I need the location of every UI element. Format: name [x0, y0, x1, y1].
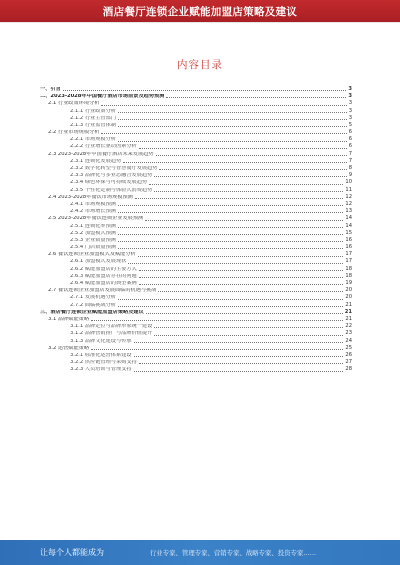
toc-title: 内容目录 — [177, 59, 223, 71]
toc-entry-text: 2.7 餐饮连锁企业加盟店发展面临的机遇与挑战 — [48, 288, 157, 294]
toc-entry[interactable] — [40, 229, 352, 236]
toc-entry-page: 17 — [345, 251, 352, 258]
toc-entry[interactable] — [40, 315, 352, 322]
toc-entry-page: 9 — [348, 172, 352, 179]
toc-entry-text: 2.5.4 门店数量预测 — [70, 245, 116, 251]
toc-entry[interactable] — [40, 279, 352, 286]
toc-entry[interactable] — [40, 207, 352, 214]
toc-entry-page: 3 — [348, 93, 352, 100]
toc-entry-text: 2.4 2023-2028年餐饮市场规模预测 — [48, 194, 133, 200]
toc-entry-page: 17 — [345, 258, 352, 265]
toc-entry[interactable] — [40, 358, 352, 365]
header-divider — [0, 22, 400, 23]
toc-entry-page: 21 — [345, 301, 352, 308]
toc-leader-dots — [118, 234, 343, 235]
toc-entry-text: 2.1.3 行业监管体制 — [70, 122, 116, 128]
toc-entry[interactable] — [40, 272, 352, 279]
toc-entry[interactable] — [40, 293, 352, 300]
toc-entry-text: 2.7.1 发展机遇分析 — [70, 295, 116, 301]
toc-entry-text: 2.3.4 绿色环保与可持续发展趋势 — [70, 180, 148, 186]
toc-entry-page: 3 — [348, 85, 352, 92]
toc-entry[interactable] — [40, 286, 352, 293]
toc-entry-page: 16 — [345, 244, 352, 251]
toc-leader-dots — [154, 327, 343, 328]
toc-leader-dots — [118, 248, 343, 249]
toc-entry[interactable] — [40, 92, 352, 99]
toc-entry-text: 2.5.1 连锁化率预测 — [70, 223, 116, 229]
toc-leader-dots — [154, 176, 346, 177]
toc-leader-dots — [166, 97, 346, 98]
toc-entry-page: 16 — [345, 236, 352, 243]
toc-entry[interactable] — [40, 114, 352, 121]
toc-entry-page: 3 — [348, 107, 352, 114]
toc-entry[interactable] — [40, 329, 352, 336]
toc-entry-page: 23 — [345, 330, 352, 337]
toc-entry[interactable] — [40, 265, 352, 272]
toc-entry[interactable] — [40, 222, 352, 229]
toc-entry-page: 28 — [345, 366, 352, 373]
toc-leader-dots — [139, 148, 347, 149]
toc-entry-page: 3 — [348, 114, 352, 121]
toc-entry-text: 2.4.1 市场规模预测 — [70, 201, 116, 207]
toc-leader-dots — [101, 105, 346, 106]
toc-entry-text: 一、引言 — [40, 86, 61, 92]
toc-entry[interactable] — [40, 301, 352, 308]
toc-leader-dots — [145, 220, 343, 221]
toc-entry-text: 2.2 行业市场规模分析 — [48, 130, 100, 136]
toc-entry-page: 7 — [348, 157, 352, 164]
toc-entry-page: 14 — [345, 215, 352, 222]
toc-entry-text: 2.3.2 数字化转型与智慧餐厅发展趋势 — [70, 166, 158, 172]
footer-roles: 行业专家、管理专家、营销专家、战略专家、投资专家…… — [150, 549, 317, 557]
toc-entry-text: 2.6.2 赋能加盟店的主要方式 — [70, 266, 137, 272]
toc-leader-dots — [123, 162, 347, 163]
toc-leader-dots — [154, 335, 343, 336]
toc-entry-page: 15 — [345, 229, 352, 236]
header-banner — [0, 0, 400, 22]
document-title: 酒店餐厅连锁企业赋能加盟店策略及建议 — [102, 5, 298, 18]
toc-entry[interactable] — [40, 351, 352, 358]
toc-entry[interactable] — [40, 135, 352, 142]
toc-leader-dots — [118, 205, 343, 206]
toc-entry-page: 12 — [345, 200, 352, 207]
toc-entry-text: 三、酒店餐厅连锁企业赋能加盟店策略及建议 — [40, 309, 144, 315]
toc-entry-text: 2.4.2 市场增长预测 — [70, 209, 116, 215]
toc-entry-text: 2.5 2023-2028年餐饮连锁企业发展预测 — [48, 216, 144, 222]
table-of-contents — [40, 85, 352, 373]
toc-entry-page: 20 — [345, 294, 352, 301]
toc-entry-text: 2.2.1 市场规模分析 — [70, 137, 116, 143]
toc-entry-text: 2.6 餐饮连锁企业加盟模式及赋能分析 — [48, 252, 136, 258]
toc-entry-text: 2.6.1 加盟模式发展现状 — [70, 259, 127, 265]
toc-leader-dots — [139, 363, 344, 364]
toc-entry-page: 12 — [345, 193, 352, 200]
toc-entry-text: 2.5.3 企业数量预测 — [70, 237, 116, 243]
toc-entry-page: 5 — [348, 121, 352, 128]
toc-entry[interactable] — [40, 365, 352, 372]
toc-leader-dots — [128, 263, 343, 264]
toc-entry-page: 21 — [344, 308, 352, 315]
toc-entry[interactable] — [40, 150, 352, 157]
toc-leader-dots — [118, 212, 343, 213]
toc-entry[interactable] — [40, 236, 352, 243]
toc-entry-page: 8 — [348, 165, 352, 172]
toc-entry-text: 3.1.2 品牌营销推广与品牌价值提升 — [70, 331, 153, 337]
toc-entry-page: 18 — [345, 272, 352, 279]
toc-leader-dots — [146, 313, 343, 314]
toc-entry-page: 24 — [345, 337, 352, 344]
toc-entry-page: 13 — [345, 208, 352, 215]
toc-entry-page: 18 — [345, 265, 352, 272]
toc-entry-text: 3.1.1 品牌定位与品牌形象统一建设 — [70, 324, 153, 330]
toc-entry[interactable] — [40, 344, 352, 351]
toc-entry[interactable] — [40, 178, 352, 185]
toc-entry[interactable] — [40, 157, 352, 164]
toc-leader-dots — [156, 155, 347, 156]
toc-entry[interactable] — [40, 107, 352, 114]
toc-entry-text: 3.2.3 人员培训与管理支持 — [70, 367, 132, 373]
toc-entry[interactable] — [40, 308, 352, 315]
toc-entry-text: 3.2.1 标准化运营体系建设 — [70, 352, 132, 358]
toc-leader-dots — [118, 141, 347, 142]
toc-leader-dots — [101, 133, 346, 134]
toc-leader-dots — [134, 371, 344, 372]
toc-leader-dots — [118, 299, 343, 300]
toc-entry[interactable] — [40, 243, 352, 250]
toc-entry-page: 19 — [345, 280, 352, 287]
toc-entry-text: 2.1 行业政策环境分析 — [48, 101, 100, 107]
toc-entry-page: 25 — [345, 344, 352, 351]
toc-leader-dots — [135, 198, 344, 199]
toc-leader-dots — [91, 320, 343, 321]
toc-entry[interactable] — [40, 250, 352, 257]
toc-leader-dots — [118, 227, 343, 228]
toc-entry-page: 21 — [345, 315, 352, 322]
toc-entry[interactable] — [40, 322, 352, 329]
toc-entry-page: 11 — [345, 186, 352, 193]
toc-leader-dots — [63, 90, 347, 91]
toc-leader-dots — [139, 284, 344, 285]
toc-entry-text: 2.2.2 行业增长驱动因素分析 — [70, 144, 137, 150]
toc-leader-dots — [134, 342, 344, 343]
toc-entry-text: 2.5.2 加盟模式预测 — [70, 230, 116, 236]
toc-entry-text: 2.3.1 连锁化发展趋势 — [70, 158, 122, 164]
toc-entry-text: 3.1 品牌赋能策略 — [48, 316, 90, 322]
toc-entry-text: 2.3 2023-2028年中国餐厅酒店未来发展趋势 — [48, 151, 154, 157]
footer-banner — [0, 540, 400, 565]
toc-entry[interactable] — [40, 214, 352, 221]
toc-entry-text: 3.2 运营赋能策略 — [48, 345, 90, 351]
toc-entry-text: 二、2023-2028年中国餐厅酒店市场前景及趋势预测 — [40, 94, 165, 100]
toc-entry-text: 3.2.2 供应链管理与采购支持 — [70, 360, 137, 366]
toc-entry[interactable] — [40, 121, 352, 128]
toc-entry-text: 2.3.5 个性化定制与体验式消费趋势 — [70, 187, 153, 193]
toc-entry-page: 6 — [348, 129, 352, 136]
toc-entry[interactable] — [40, 99, 352, 106]
toc-entry-page: 6 — [348, 143, 352, 150]
toc-entry[interactable] — [40, 200, 352, 207]
toc-entry-page: 10 — [345, 179, 352, 186]
toc-entry-page: 14 — [345, 222, 352, 229]
toc-leader-dots — [139, 270, 344, 271]
toc-leader-dots — [118, 112, 347, 113]
toc-leader-dots — [91, 349, 343, 350]
toc-entry-page: 7 — [348, 150, 352, 157]
toc-entry[interactable] — [40, 193, 352, 200]
toc-entry[interactable] — [40, 186, 352, 193]
toc-entry-page: 27 — [345, 359, 352, 366]
toc-leader-dots — [149, 184, 343, 185]
toc-leader-dots — [118, 119, 347, 120]
toc-leader-dots — [154, 191, 343, 192]
toc-leader-dots — [158, 291, 343, 292]
toc-entry-text: 3.1.3 品牌文化建设与传承 — [70, 338, 132, 344]
footer-slogan: 让每个人都能成为 — [40, 548, 104, 557]
toc-entry-text: 2.7.2 面临挑战分析 — [70, 302, 116, 308]
toc-leader-dots — [118, 306, 343, 307]
toc-entry-page: 26 — [345, 351, 352, 358]
toc-entry-text: 2.6.3 赋能加盟店存在的问题 — [70, 273, 137, 279]
toc-leader-dots — [118, 126, 347, 127]
toc-leader-dots — [134, 356, 344, 357]
toc-entry[interactable] — [40, 171, 352, 178]
toc-leader-dots — [159, 169, 346, 170]
toc-entry-page: 20 — [345, 287, 352, 294]
toc-leader-dots — [139, 277, 344, 278]
toc-entry[interactable] — [40, 258, 352, 265]
toc-entry-text: 2.6.4 赋能加盟店的典型案例 — [70, 281, 137, 287]
toc-leader-dots — [138, 256, 344, 257]
toc-entry[interactable] — [40, 143, 352, 150]
toc-leader-dots — [118, 241, 343, 242]
toc-entry[interactable] — [40, 128, 352, 135]
toc-entry-page: 6 — [348, 136, 352, 143]
toc-entry-text: 2.3.3 品牌化与多业态融合发展趋势 — [70, 173, 153, 179]
toc-entry-page: 3 — [348, 100, 352, 107]
toc-entry-text: 2.1.2 行业主管部门 — [70, 115, 116, 121]
toc-entry[interactable] — [40, 164, 352, 171]
toc-entry[interactable] — [40, 337, 352, 344]
toc-entry-page: 22 — [345, 323, 352, 330]
toc-entry[interactable] — [40, 85, 352, 92]
toc-entry-text: 2.1.1 行业政策分析 — [70, 108, 116, 114]
